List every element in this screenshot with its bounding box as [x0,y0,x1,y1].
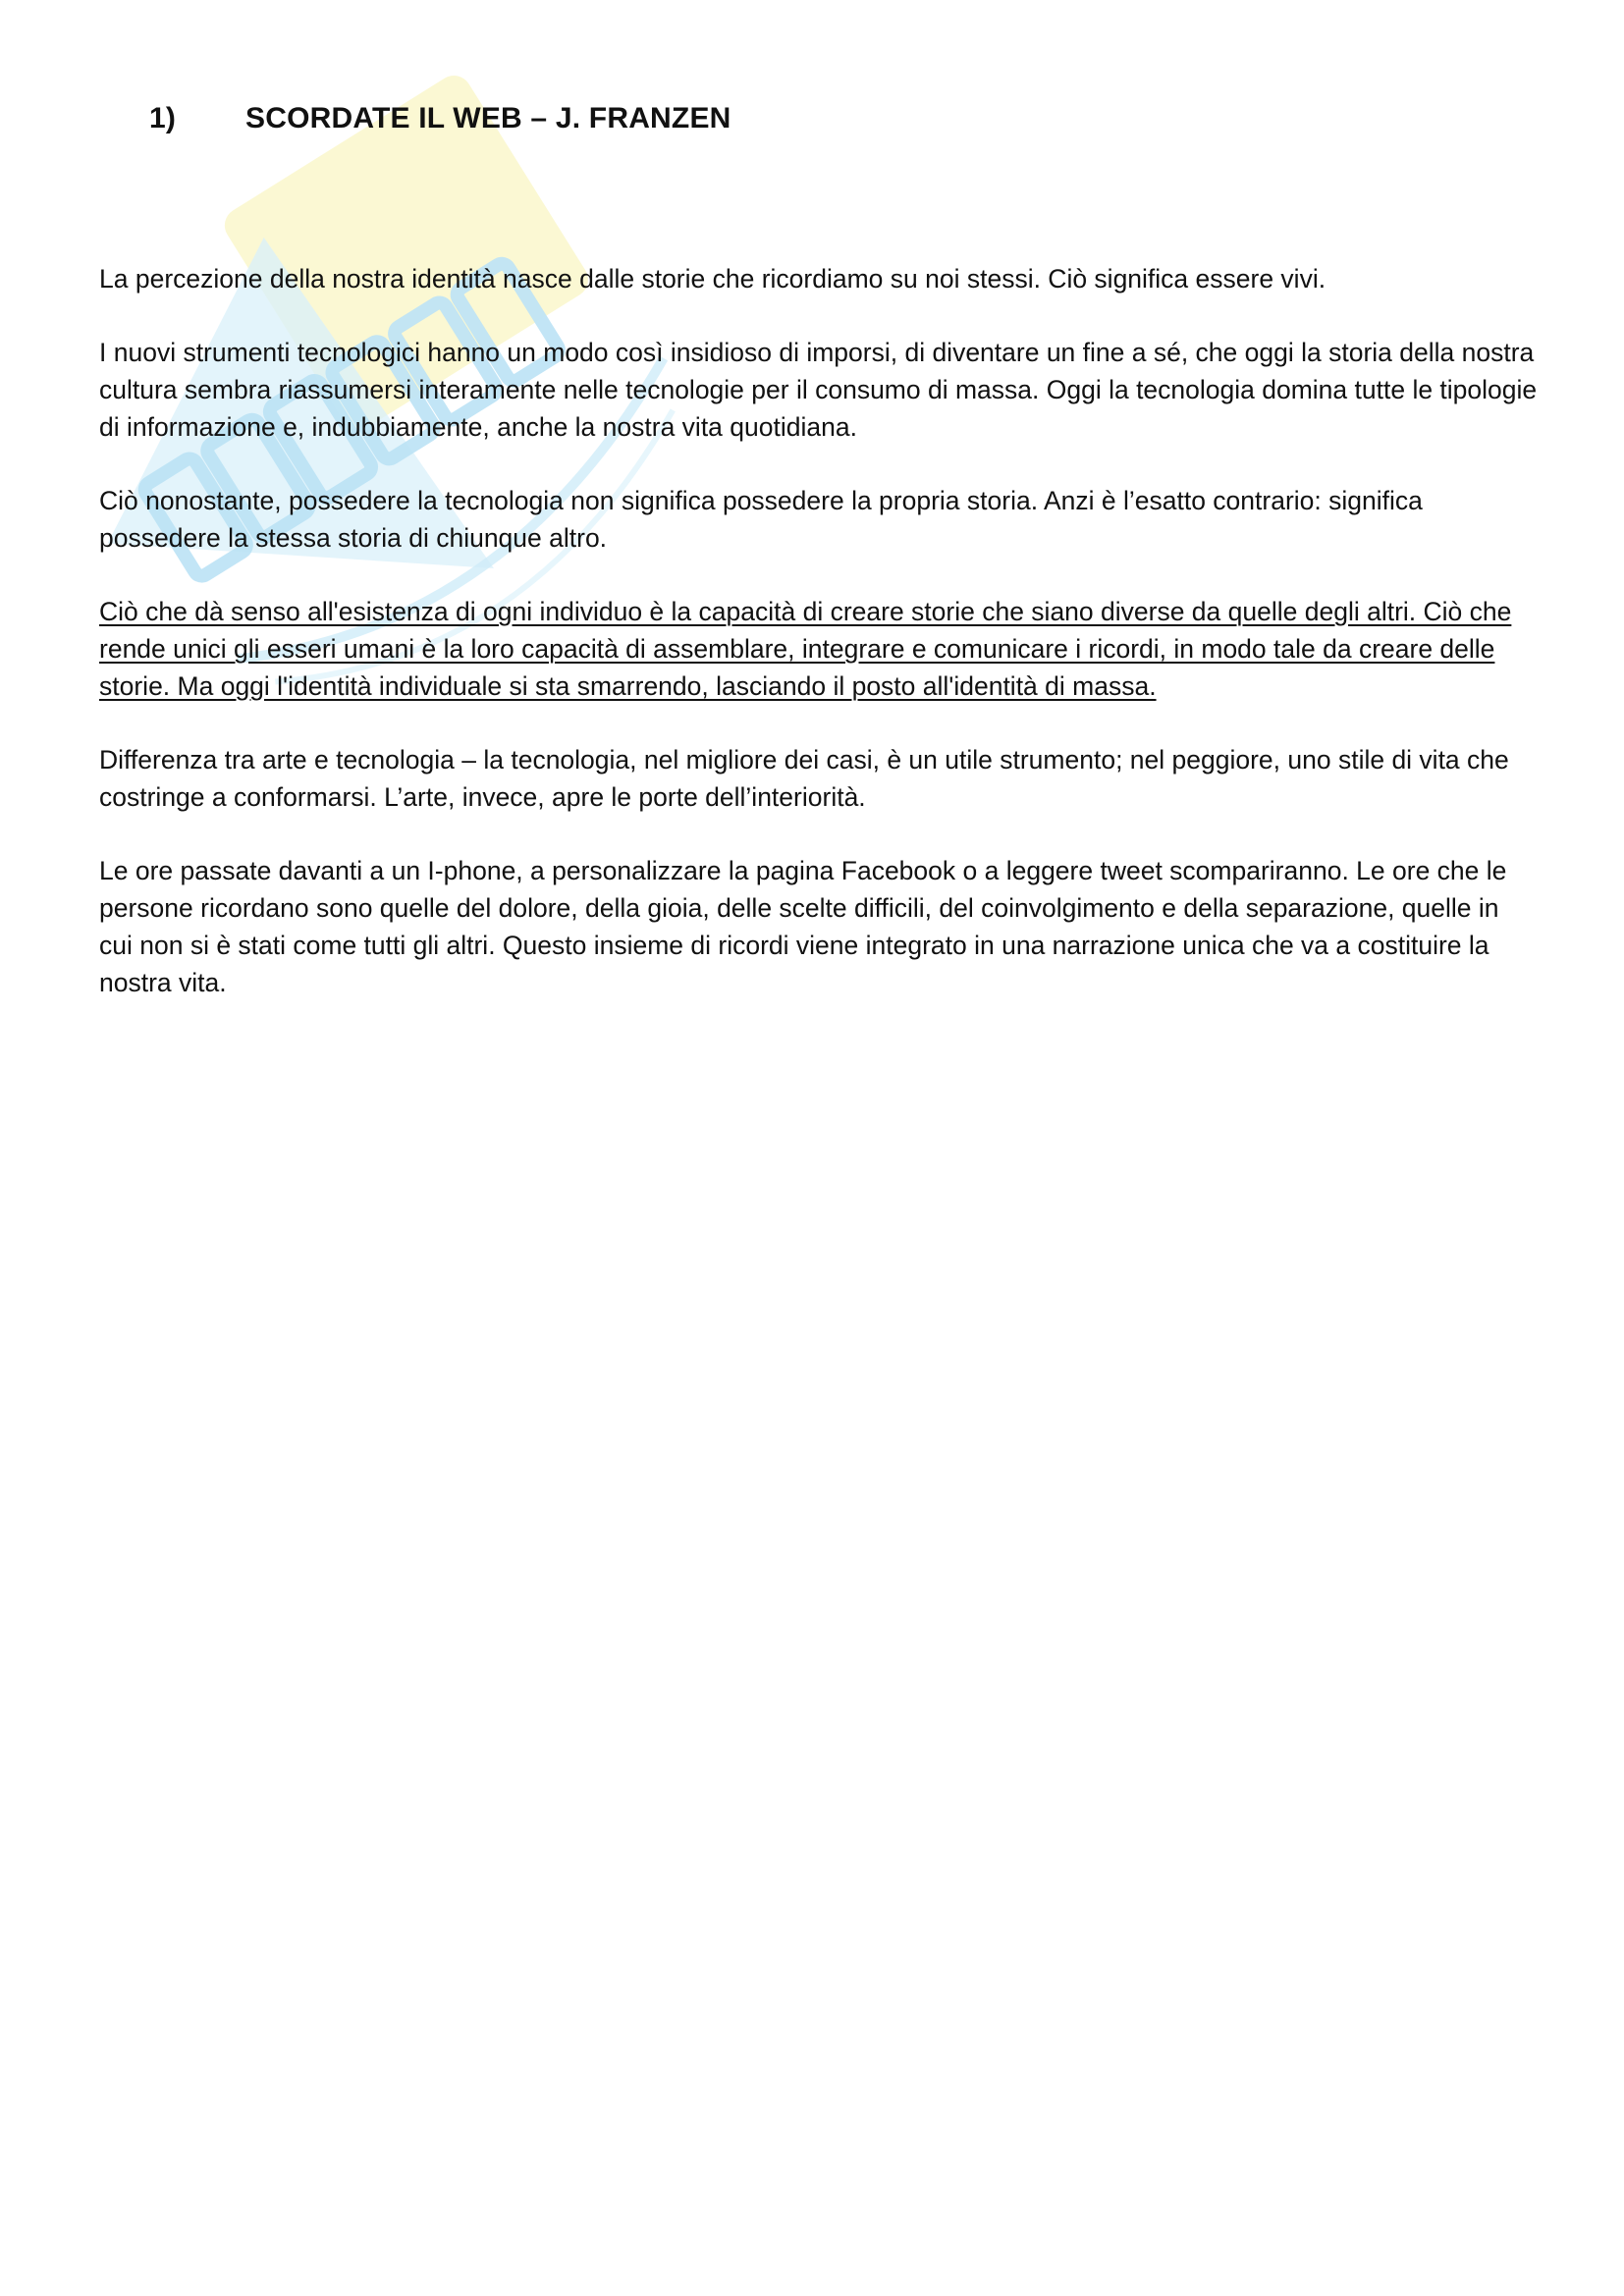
section-heading [149,102,731,135]
section-title: SCORDATE IL WEB – J. FRANZEN [245,102,731,134]
paragraph-remembered-hours: Le ore passate davanti a un I-phone, a personalizzare la pagina Facebook o a leggere tweet scompariranno. Le ore che le persone ricordano sono quelle del dolore, della gioia, delle scelte difficili, del coinvolgimento e della separazione, quelle in cui non si è stati come tutti gli altri. Questo insieme di ricordi viene integrato in una narrazione unica che va a costituire la nostra vita. [99,856,1507,997]
document-body [99,260,1538,1038]
paragraph-identity: La percezione della nostra identità nasce dalle storie che ricordiamo su noi stessi. Ciò significa essere vivi. [99,264,1326,294]
section-number: 1) [149,102,177,134]
paragraph-unique-stories-underlined: Ciò che dà senso all'esistenza di ogni individuo è la capacità di creare storie che siano diverse da quelle degli altri. Ciò che rende unici gli esseri umani è la loro capacità di assemblare, integrare e comunicare i ricordi, in modo tale da creare delle storie. Ma oggi l'identità individuale si sta smarrendo, lasciando il posto all'identità di massa. [99,597,1512,701]
paragraph-owning-technology: Ciò nonostante, possedere la tecnologia non significa possedere la propria storia. Anzi è l’esatto contrario: significa possedere la stessa storia di chiunque altro. [99,486,1423,553]
paragraph-art-vs-technology: Differenza tra arte e tecnologia – la tecnologia, nel migliore dei casi, è un utile strumento; nel peggiore, uno stile di vita che costringe a conformarsi. L’arte, invece, apre le porte dell’interiorità. [99,745,1509,812]
paragraph-new-technologies: I nuovi strumenti tecnologici hanno un modo così insidioso di imporsi, di diventare un fine a sé, che oggi la storia della nostra cultura sembra riassumersi interamente nelle tecnologie per il consumo di massa. Oggi la tecnologia domina tutte le tipologie di informazione e, indubbiamente, anche la nostra vita quotidiana. [99,338,1538,442]
